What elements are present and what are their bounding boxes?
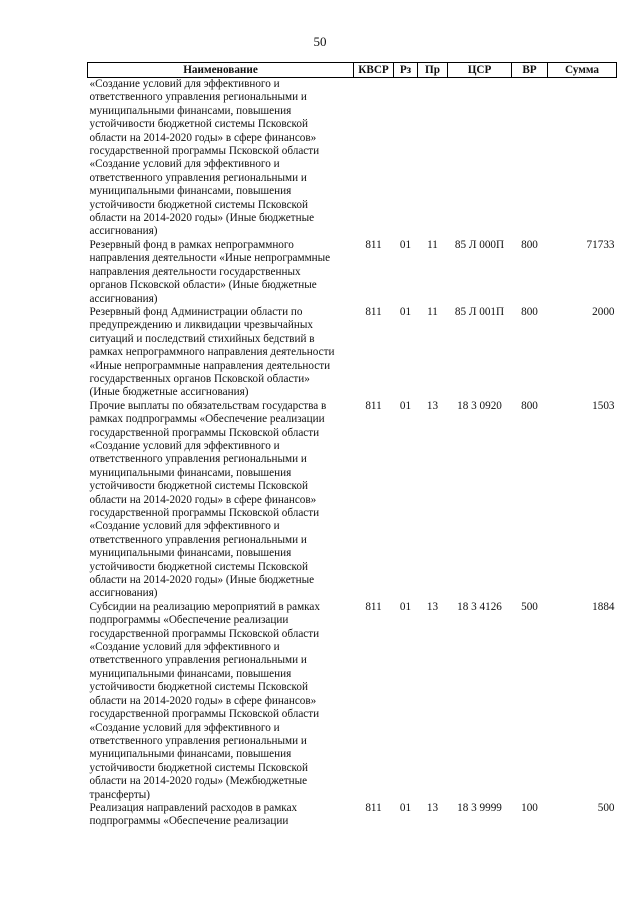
name-line: (Иные бюджетные ассигнования) [89, 386, 249, 399]
header-sum: Сумма [548, 63, 617, 78]
name-line: предупреждению и ликвидации чрезвычайных [89, 319, 313, 332]
sum-cell [548, 78, 617, 239]
rz-cell: 01 [399, 801, 412, 814]
table-header-row [88, 63, 617, 78]
name-line: органов Псковской области» (Иные бюджетные [89, 279, 317, 292]
csr-cell: 85 Л 001П [454, 305, 505, 318]
page-number: 50 [313, 34, 327, 49]
name-line: подпрограммы «Обеспечение реализации [89, 614, 289, 627]
table-row [88, 306, 617, 400]
name-cell [88, 601, 354, 802]
vr-cell: 500 [521, 600, 538, 613]
name-line: государственной программы Псковской области [89, 627, 320, 640]
table-body [88, 78, 617, 829]
name-line: устойчивости бюджетной системы Псковской [89, 480, 308, 493]
sum-cell: 71733 [586, 238, 615, 251]
name-line: государственных органов Псковской области» [89, 372, 310, 385]
header-kvsr: КВСР [354, 63, 394, 78]
name-line: рамках непрограммного направления деятельности [89, 346, 335, 359]
name-line: «Создание условий для эффективного и [89, 158, 280, 171]
kvsr-cell [354, 78, 394, 239]
csr-cell: 85 Л 000П [454, 238, 505, 251]
rz-cell: 01 [399, 305, 412, 318]
name-line: Резервный фонд Администрации области по [89, 305, 303, 318]
name-line: государственной программы Псковской области [89, 708, 320, 721]
kvsr-cell: 811 [365, 238, 382, 251]
kvsr-cell: 811 [365, 399, 382, 412]
name-line: «Создание условий для эффективного и [89, 78, 280, 90]
name-line: устойчивости бюджетной системы Псковской [89, 118, 308, 131]
name-line: «Создание условий для эффективного и [89, 520, 280, 533]
name-cell [88, 306, 354, 400]
name-line: Реализация направлений расходов в рамках [89, 801, 298, 814]
name-line: области на 2014-2020 годы» в сфере финансов» [89, 131, 317, 144]
name-line: ответственного управления региональными и [89, 533, 307, 546]
name-line: государственной программы Псковской области [89, 426, 320, 439]
pr-cell: 11 [427, 238, 438, 251]
header-vr: ВР [512, 63, 548, 78]
header-name: Наименование [88, 63, 354, 78]
name-cell [88, 239, 354, 306]
sum-cell: 500 [597, 801, 615, 814]
name-line: Прочие выплаты по обязательствам государства в [89, 399, 327, 412]
csr-cell: 18 3 4126 [457, 600, 502, 613]
name-line: области на 2014-2020 годы» (Иные бюджетные [89, 574, 315, 587]
name-line: муниципальными финансами, повышения [89, 748, 292, 761]
rz-cell [394, 78, 418, 239]
csr-cell: 18 3 0920 [457, 399, 502, 412]
name-line: подпрограммы «Обеспечение реализации [89, 815, 289, 828]
header-rz: Рз [394, 63, 418, 78]
name-line: Субсидии на реализацию мероприятий в рамках [89, 600, 320, 613]
header-pr: Пр [418, 63, 448, 78]
table-row [88, 400, 617, 601]
name-line: муниципальными финансами, повышения [89, 104, 292, 117]
budget-table [87, 62, 617, 829]
kvsr-cell: 811 [365, 600, 382, 613]
csr-cell [448, 78, 512, 239]
name-line: «Создание условий для эффективного и [89, 641, 280, 654]
name-line: ассигнования) [89, 292, 158, 305]
name-line: ответственного управления региональными и [89, 654, 307, 667]
vr-cell: 800 [521, 238, 538, 251]
kvsr-cell: 811 [365, 305, 382, 318]
name-line: муниципальными финансами, повышения [89, 667, 292, 680]
pr-cell: 13 [426, 399, 439, 412]
name-line: устойчивости бюджетной системы Псковской [89, 198, 308, 211]
pr-cell: 11 [427, 305, 438, 318]
name-line: «Создание условий для эффективного и [89, 439, 280, 452]
name-line: ситуаций и последствий стихийных бедствий в [89, 332, 315, 345]
header-csr: ЦСР [448, 63, 512, 78]
name-line: направления деятельности «Иные непрограммные [89, 252, 331, 265]
name-line: области на 2014-2020 годы» в сфере финансов» [89, 694, 317, 707]
name-cell [88, 802, 354, 829]
table-row [88, 601, 617, 802]
rz-cell: 01 [399, 600, 412, 613]
name-line: «Создание условий для эффективного и [89, 721, 280, 734]
table-row [88, 239, 617, 306]
vr-cell: 800 [521, 305, 538, 318]
pr-cell: 13 [426, 801, 439, 814]
vr-cell: 100 [521, 801, 538, 814]
name-line: ответственного управления региональными и [89, 453, 307, 466]
rz-cell: 01 [399, 238, 412, 251]
sum-cell: 1884 [592, 600, 615, 613]
name-line: ответственного управления региональными и [89, 91, 307, 104]
name-line: муниципальными финансами, повышения [89, 466, 292, 479]
name-line: устойчивости бюджетной системы Псковской [89, 560, 308, 573]
csr-cell: 18 3 9999 [457, 801, 502, 814]
name-line: ассигнования) [89, 225, 158, 238]
name-line: муниципальными финансами, повышения [89, 185, 292, 198]
table-row [88, 78, 617, 239]
name-line: ответственного управления региональными и [89, 171, 307, 184]
name-line: государственной программы Псковской области [89, 507, 320, 519]
name-cell [88, 78, 354, 239]
pr-cell [418, 78, 448, 239]
name-line: области на 2014-2020 годы» (Иные бюджетные [89, 212, 315, 225]
rz-cell: 01 [399, 399, 412, 412]
name-line: области на 2014-2020 годы» в сфере финансов» [89, 493, 317, 506]
name-line: государственной программы Псковской области [89, 145, 320, 158]
sum-cell: 1503 [592, 399, 615, 412]
name-line: ответственного управления региональными и [89, 734, 307, 747]
table-row [88, 802, 617, 829]
vr-cell: 800 [521, 399, 538, 412]
name-line: ассигнования) [89, 587, 158, 600]
name-line: муниципальными финансами, повышения [89, 547, 292, 560]
sum-cell: 2000 [592, 305, 615, 318]
name-cell [88, 400, 354, 601]
name-line: области на 2014-2020 годы» (Межбюджетные [89, 775, 308, 788]
kvsr-cell: 811 [365, 801, 382, 814]
name-line: рамках подпрограммы «Обеспечение реализации [89, 413, 325, 426]
vr-cell [512, 78, 548, 239]
name-line: «Иные непрограммные направления деятельности [89, 359, 331, 372]
name-line: устойчивости бюджетной системы Псковской [89, 681, 308, 694]
name-line: направления деятельности государственных [89, 265, 301, 278]
name-line: устойчивости бюджетной системы Псковской [89, 761, 308, 774]
name-line: Резервный фонд в рамках непрограммного [89, 238, 294, 251]
pr-cell: 13 [426, 600, 439, 613]
name-line: трансферты) [89, 788, 150, 801]
